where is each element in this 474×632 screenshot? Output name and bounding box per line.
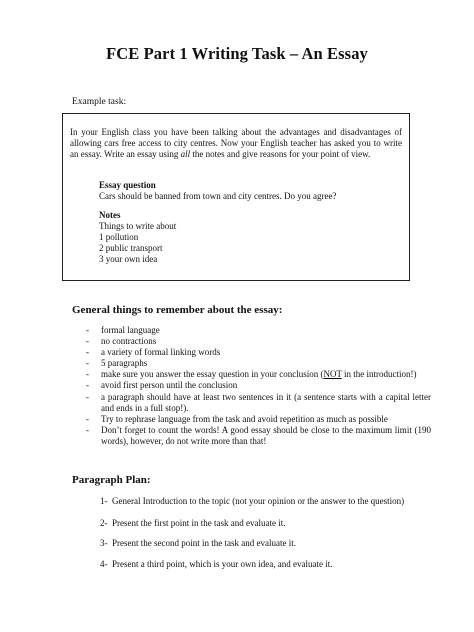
list-item: - 5 paragraphs (86, 358, 148, 369)
note-item: 1 pollution (99, 232, 139, 242)
plan-item: 3- Present the second point in the task and evaluate it. (100, 538, 296, 548)
task-text-emphasis: all (180, 149, 191, 160)
list-item: - make sure you answer the essay question in your conclusion (NOT in the introduction!) (86, 369, 417, 380)
general-list (86, 325, 431, 447)
bullet-dash: - (86, 424, 89, 435)
bullet-dash: - (86, 347, 89, 358)
task-text-before: In your English class you have been talking about the advantages and disadvantages of allowing cars free access to city centres. Now your English teacher has asked you to write an essay. Write an essay using (70, 127, 402, 160)
example-task-label: Example task: (72, 97, 127, 107)
note-item: 3 your own idea (99, 254, 158, 264)
list-item: - formal language (86, 325, 160, 335)
essay-question-heading: Essay question (99, 180, 156, 190)
plan-item: 1- General Introduction to the topic (not your opinion or the answer to the question) (100, 496, 405, 506)
bullet-dash: - (86, 325, 89, 335)
plan-item: 2- Present the first point in the task and evaluate it. (100, 518, 286, 528)
list-item: - a paragraph should have at least two sentences in it (a sentence starts with a capital letter and ends in a full stop!). (86, 391, 431, 413)
underlined-not: NOT (323, 369, 342, 380)
essay-question: Cars should be banned from town and city centres. Do you agree? (99, 191, 337, 201)
bullet-dash: - (86, 336, 89, 347)
list-item: - avoid first person until the conclusion (86, 380, 238, 391)
bullet-dash: - (86, 369, 89, 380)
list-item: - no contractions (86, 336, 157, 347)
general-heading: General things to remember about the essay: (72, 304, 283, 316)
bullet-dash: - (86, 358, 89, 369)
note-item: Things to write about (99, 221, 177, 231)
note-item: 2 public transport (99, 243, 163, 253)
page-title: FCE Part 1 Writing Task – An Essay (106, 44, 368, 63)
task-text-after: the notes and give reasons for your point of view. (190, 149, 371, 160)
list-item: - Don’t forget to count the words! A good essay should be close to the maximum limit (190 words), however, do not write more than that! (86, 424, 431, 446)
task-instructions (70, 127, 402, 161)
bullet-dash: - (86, 413, 89, 424)
notes-heading: Notes (99, 210, 121, 220)
bullet-dash: - (86, 380, 89, 391)
paragraph-plan-heading: Paragraph Plan: (72, 474, 151, 486)
plan-item: 4- Present a third point, which is your own idea, and evaluate it. (100, 559, 333, 569)
list-item: - Try to rephrase language from the task and avoid repetition as much as possible (86, 413, 388, 424)
list-item: - a variety of formal linking words (86, 347, 221, 358)
bullet-dash: - (86, 391, 89, 402)
